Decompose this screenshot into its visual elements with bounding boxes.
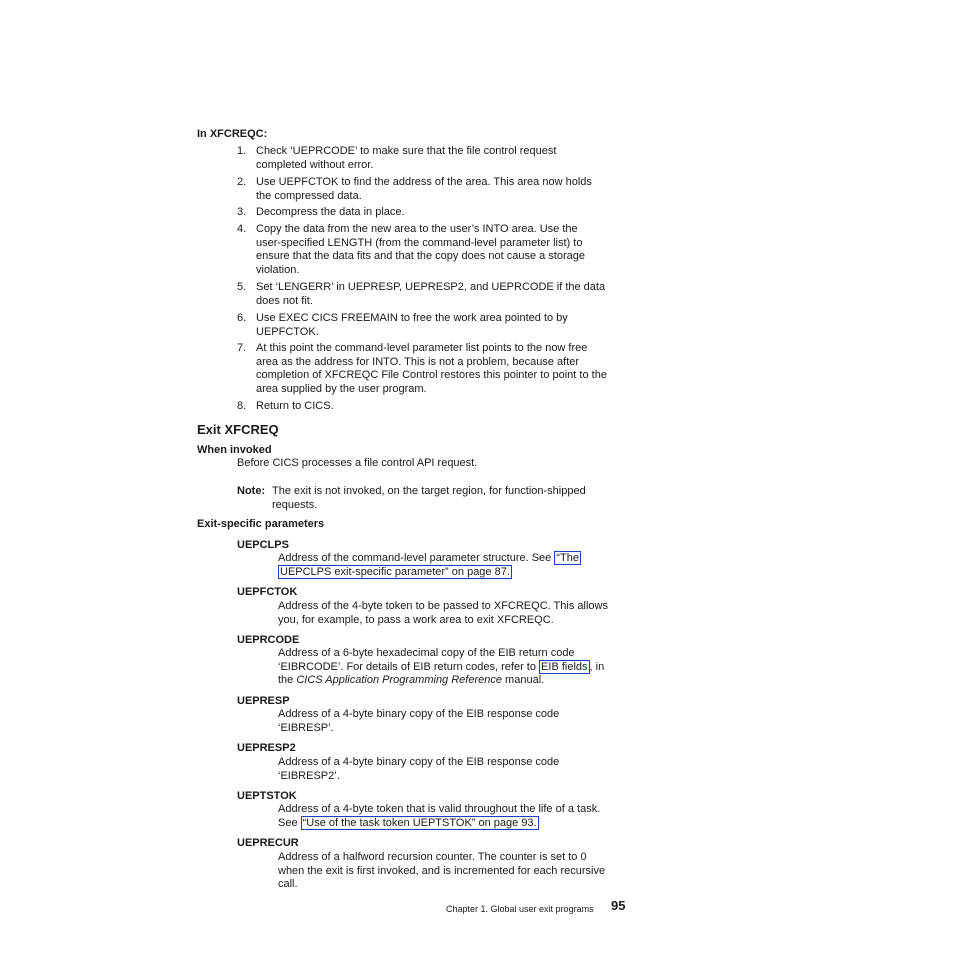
step-text: area as the address for INTO. This is not a problem, because after (256, 355, 580, 368)
step-text: completed without error. (256, 158, 374, 171)
when-invoked-heading: When invoked (197, 444, 272, 456)
param-text: ‘EIBRESP’. (278, 721, 334, 734)
step-number: 1. (237, 145, 247, 157)
step-text: Use UEPFCTOK to find the address of the area. This area now holds (256, 176, 592, 188)
param-text: Address of the 4-byte token to be passed to XFCREQC. This allows (278, 600, 608, 612)
step-text: Use EXEC CICS FREEMAIN to free the work area pointed to by (256, 312, 568, 324)
step-text: violation. (256, 263, 300, 276)
param-desc-ueprecur (278, 851, 630, 892)
step-number: 2. (237, 176, 247, 188)
param-text: Address of a 4-byte token that is valid throughout the life of a task. (278, 803, 601, 815)
step-text: user-specified LENGTH (from the command-level parameter list) to (256, 236, 583, 249)
step-number: 3. (237, 206, 247, 218)
param-text: Address of a 4-byte binary copy of the EIB response code (278, 756, 560, 768)
section-heading: In XFCREQC: (197, 128, 268, 140)
param-desc-ueptstok (278, 803, 630, 830)
params-heading: Exit-specific parameters (197, 518, 325, 530)
param-text: manual. (502, 674, 545, 687)
param-text: ‘EIBRCODE’. For details of EIB return codes, refer to (278, 660, 540, 673)
param-text: Address of a 6-byte hexadecimal copy of the EIB return code (278, 647, 575, 659)
param-name-ueptstok: UEPTSTOK (237, 790, 297, 802)
param-text: when the exit is first invoked, and is incremented for each recursive (278, 864, 606, 877)
book-title: CICS Application Programming Reference (296, 674, 502, 687)
link-task-token[interactable]: “Use of the task token UEPTSTOK” on page 93. (302, 816, 537, 829)
link-uepclps[interactable]: “The (556, 552, 579, 564)
step-text: does not fit. (256, 294, 313, 307)
step-text: Copy the data from the new area to the user’s INTO area. Use the (256, 223, 578, 235)
when-invoked-text: Before CICS processes a file control API request. (237, 457, 478, 469)
param-text: See (278, 816, 301, 829)
param-name-ueprecur: UEPRECUR (237, 837, 299, 849)
param-desc-uepresp2 (278, 756, 630, 783)
step-text: UEPFCTOK. (256, 325, 319, 338)
param-name-uepfctok: UEPFCTOK (237, 586, 298, 598)
param-text: you, for example, to pass a work area to exit XFCREQC. (278, 613, 554, 626)
param-name-uepresp: UEPRESP (237, 695, 290, 707)
step-text: Decompress the data in place. (256, 206, 405, 218)
step-number: 6. (237, 312, 247, 324)
param-desc-uepfctok (278, 600, 630, 627)
note-text (272, 485, 632, 512)
param-text: , in (589, 660, 605, 673)
step-text: Set ‘LENGERR’ in UEPRESP, UEPRESP2, and UEPRCODE if the data (256, 281, 606, 293)
step-text: ensure that the data fits and that the copy does not cause a storage (256, 250, 586, 263)
param-name-uepresp2: UEPRESP2 (237, 742, 296, 754)
step-number: 4. (237, 223, 247, 235)
step-text: completion of XFCREQC File Control restores this pointer to point to the (256, 369, 607, 382)
step-text: area supplied by the user program. (256, 382, 427, 395)
param-desc-uepresp (278, 708, 630, 735)
param-name-uepclps: UEPCLPS (237, 539, 289, 551)
step-text: At this point the command-level parameter list points to the now free (256, 342, 588, 354)
param-text: ‘EIBRESP2’. (278, 769, 340, 782)
link-eib-fields[interactable]: EIB fields (541, 660, 588, 673)
note-line: The exit is not invoked, on the target region, for function-shipped (272, 485, 586, 497)
step-number: 5. (237, 281, 247, 293)
step-text: the compressed data. (256, 189, 362, 202)
step-number: 7. (237, 342, 247, 354)
param-name-ueprcode: UEPRCODE (237, 634, 300, 646)
note-line: requests. (272, 498, 318, 511)
param-text: Address of a 4-byte binary copy of the EIB response code (278, 708, 560, 720)
param-text: the (278, 674, 297, 687)
link-uepclps[interactable]: UEPCLPS exit-specific parameter” on page 87. (280, 565, 510, 578)
exit-title: Exit XFCREQ (197, 422, 279, 437)
step-text: Check ‘UEPRCODE’ to make sure that the file control request (256, 145, 557, 157)
param-text: Address of a halfword recursion counter. The counter is set to 0 (278, 851, 587, 863)
step-text: Return to CICS. (256, 400, 334, 412)
footer-chapter: Chapter 1. Global user exit programs (446, 904, 594, 914)
param-desc-ueprcode (278, 647, 630, 688)
note-label: Note: (237, 485, 266, 497)
param-desc-uepclps (278, 552, 630, 579)
step-number: 8. (237, 400, 247, 412)
page-number: 95 (611, 898, 626, 913)
param-text: call. (278, 878, 298, 891)
param-text: Address of the command-level parameter structure. See (278, 552, 555, 564)
